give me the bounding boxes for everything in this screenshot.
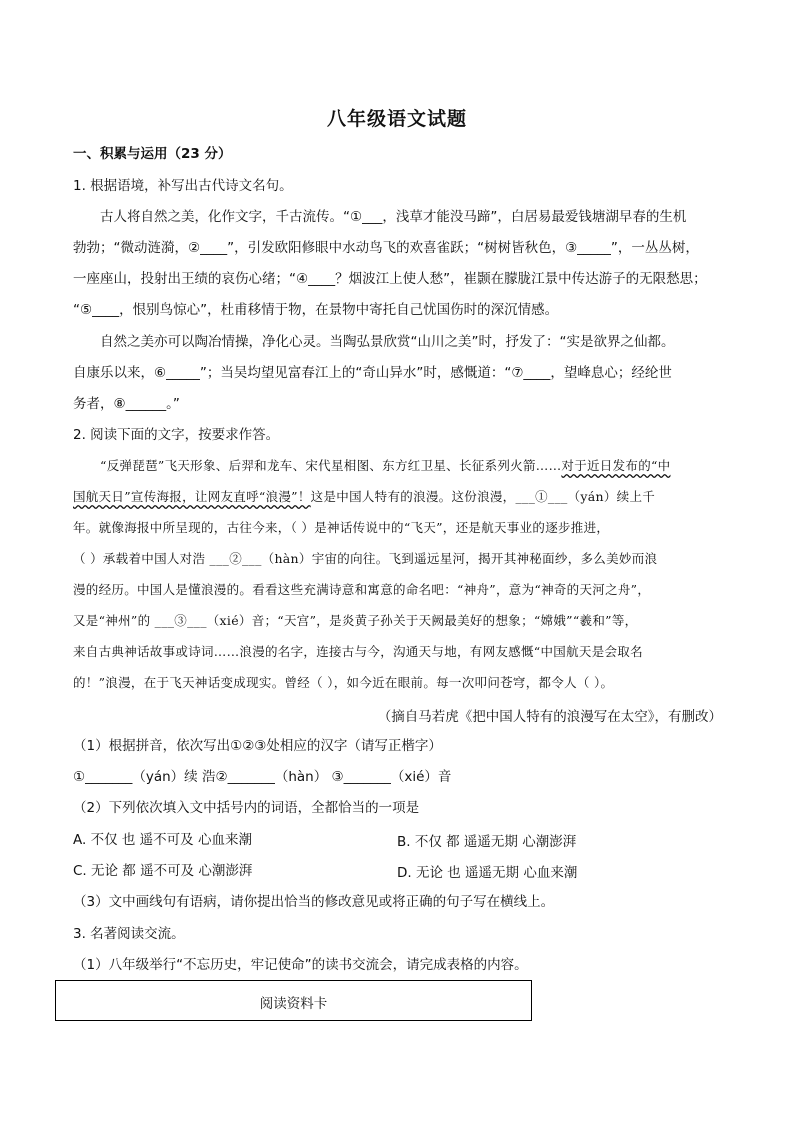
blank-1: ___①___（yán）续上千 <box>515 489 656 504</box>
passage-line2 <box>73 487 655 507</box>
q2-sub1: （1）根据拼音，依次写出①②③处相应的汉字（请写正楷字） <box>73 738 442 754</box>
reading-card-table <box>55 980 532 1021</box>
option-a: A. 不仅 也 遥不可及 心血来潮 <box>73 832 252 848</box>
passage-line7: 来自古典神话故事或诗词……浪漫的名字，连接古与今，沟通天与地，有网友感慨“中国航天是会取名 <box>73 644 643 659</box>
q1-paragraph2-line3: 务者，⑧______。” <box>73 396 180 412</box>
passage-line5: 漫的经历。中国人是懂浪漫的。看看这些充满诗意和寓意的命名吧：“神舟”，意为“神奇的天河之舟”， <box>73 582 651 597</box>
passage-line8: 的！”浪漫，在于飞天神话变成现实。曾经（ ），如今近在眼前。每一次叩问苍穹，都令人（ ）。 <box>73 675 614 690</box>
passage-line3: 年。就像海报中所呈现的，古往今来，（ ）是神话传说中的“飞天”，还是航天事业的逐步推进， <box>73 520 610 535</box>
passage-line1 <box>100 456 670 476</box>
option-c: C. 无论 都 遥不可及 心潮澎湃 <box>73 863 253 879</box>
q1-heading: 1. 根据语境，补写出古代诗文名句。 <box>73 178 293 194</box>
passage-line4: （ ）承载着中国人对浩 ___②___（hàn）宇宙的向往。飞到遥远星河，揭开其神秘面纱，多么美妙而浪 <box>73 551 658 566</box>
option-b: B. 不仅 都 遥遥无期 心潮澎湃 <box>397 834 577 850</box>
passage-line6: 又是“神州”的 ___③___（xié）音；“天宫”，是炎黄子孙关于天阙最美好的想象；“嫦娥”“羲和”等， <box>73 613 638 628</box>
q1-paragraph1-line2: 勃勃；“微动涟漪，②____”，引发欧阳修眼中水动鸟飞的欢喜雀跃；“树树皆秋色，③_____”，一丛丛树， <box>73 240 699 256</box>
q3-heading: 3. 名著阅读交流。 <box>73 926 185 942</box>
reading-card-title: 阅读资料卡 <box>259 996 328 1012</box>
q1-paragraph2-line2: 自康乐以来，⑥_____”；当吴均望见富春江上的“奇山异水”时，感慨道：“⑦____，望峰息心；经纶世 <box>73 365 672 381</box>
option-d: D. 无论 也 遥遥无期 心血来潮 <box>397 865 578 881</box>
faulty-sentence-part2: 国航天日”宣传海报，让网友直呼“浪漫”！ <box>73 489 311 504</box>
q2-sub2: （2）下列依次填入文中括号内的词语，全都恰当的一项是 <box>73 800 420 816</box>
q1-paragraph1-line4: “⑤____，恨别鸟惊心”，杜甫移情于物，在景物中寄托自己忧国伤时的深沉情感。 <box>73 302 559 318</box>
q2-heading: 2. 阅读下面的文字，按要求作答。 <box>73 427 280 443</box>
q3-sub1: （1）八年级举行“不忘历史，牢记使命”的读书交流会，请完成表格的内容。 <box>73 957 528 973</box>
q1-paragraph1-line3: 一座座山，投射出王绩的哀伤心绪；“④____？烟波江上使人愁”，崔颢在朦胧江景中传达游子的无限愁思； <box>73 271 707 287</box>
section-heading: 一、积累与运用（23 分） <box>73 146 232 162</box>
q2-sub3: （3）文中画线句有语病，请你提出恰当的修改意见或将正确的句子写在横线上。 <box>73 894 555 910</box>
q1-paragraph2-line1: 自然之美亦可以陶冶情操，净化心灵。当陶弘景欣赏“山川之美”时，抒发了：“实是欲界之仙都。 <box>100 334 675 350</box>
q1-paragraph1-line1: 古人将自然之美，化作文字，千古流传。“①___，浅草才能没马蹄”，白居易最爱钱塘湖早春的生机 <box>100 209 687 225</box>
q2-sub1-blanks: ①_______（yán）续 浩②_______（hàn） ③_______（xié）音 <box>73 769 452 785</box>
passage-text: “反弹琵琶”飞天形象、后羿和龙车、宋代星相图、东方红卫星、长征系列火箭…… <box>100 458 562 473</box>
passage-text: 这是中国人特有的浪漫。这份浪漫， <box>310 489 516 504</box>
page-title: 八年级语文试题 <box>326 108 467 130</box>
faulty-sentence-part1: 对于近日发布的“中 <box>561 458 671 473</box>
passage-source: （摘自马若虎《把中国人特有的浪漫写在太空》，有删改） <box>377 709 722 725</box>
